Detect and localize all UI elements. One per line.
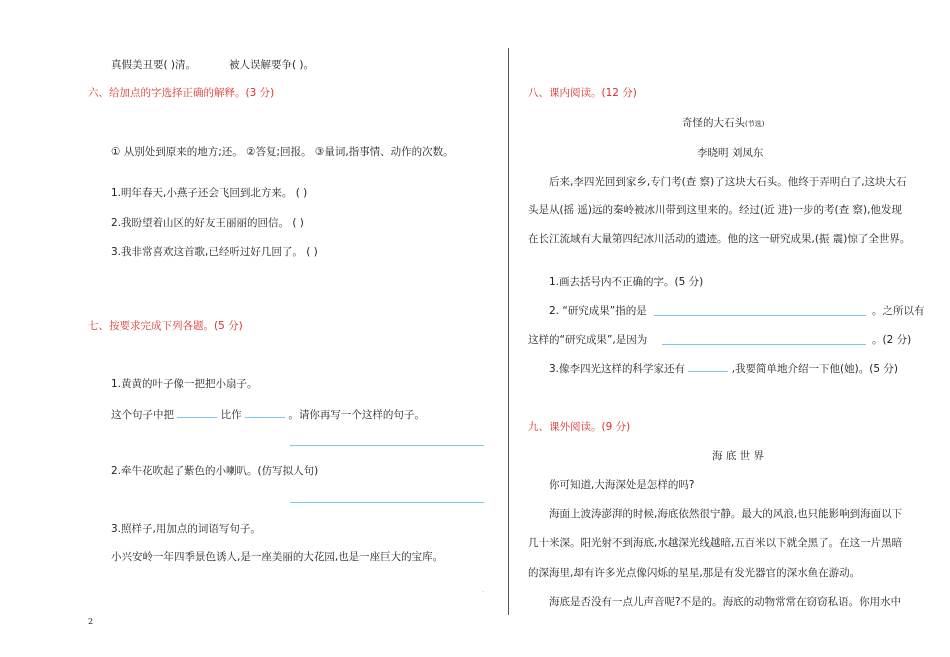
- passage-8-line-1: 后来,李四光回到家乡,专门考(查 察)了这块大石头。他终于弄明白了,这块大石: [549, 176, 907, 188]
- section-8-question-2-a: 2. “研究成果”指的是: [549, 305, 647, 317]
- passage-9-line-2: 海面上波涛澎湃的时候,海底依然很宁静。最大的风浪,也只能影响到海面以下: [549, 508, 903, 520]
- passage-8-title-text: 奇怪的大石头: [682, 117, 745, 129]
- fill-line-1b: 被人误解要争( )。: [229, 59, 315, 71]
- passage-8-title: [682, 116, 764, 131]
- section-8-heading: 八、课内阅读。(12 分): [528, 87, 637, 99]
- page-number: 2: [88, 617, 94, 626]
- section-7-question-3: 3.照样子,用加点的词语写句子。: [111, 523, 261, 535]
- section-7-heading: 七、按要求完成下列各题。(5 分): [88, 320, 243, 332]
- section-6-options: ① 从别处到原来的地方;还。 ②答复;回报。 ③量词,指事情、动作的次数。: [111, 146, 454, 158]
- answer-blank-2[interactable]: [245, 407, 285, 418]
- section-6-heading: 六、给加点的字选择正确的解释。(3 分): [88, 87, 275, 99]
- sub-text-a: 这个句子中把: [111, 409, 174, 421]
- passage-9-title: 海 底 世 界: [712, 450, 765, 462]
- passage-9-line-1: 你可知道,大海深处是怎样的吗?: [549, 479, 695, 491]
- answer-line-3[interactable]: [654, 315, 866, 316]
- sub-text-b: 比作: [220, 409, 242, 421]
- passage-9-line-5: 海底是否没有一点儿声音呢?不是的。海底的动物常常在窃窃私语。你用水中: [549, 596, 902, 608]
- section-7-question-1-sub: [111, 407, 425, 422]
- passage-9-line-4: 的深海里,却有许多光点像闪烁的星星,那是有发光器官的深水鱼在游动。: [528, 567, 861, 579]
- passage-8-authors: 李晓明 刘凤东: [697, 147, 764, 159]
- section-8-question-2-b: 。之所以有: [872, 305, 925, 317]
- section-8-question-1: 1.画去括号内不正确的字。(5 分): [549, 276, 704, 288]
- section-6-question-3: 3.我非常喜欢这首歌,已经听过好几回了。 ( ): [111, 246, 318, 258]
- answer-blank-3[interactable]: [688, 361, 728, 372]
- column-divider: [508, 48, 509, 615]
- section-8-question-2-c: 这样的“研究成果”,是因为: [528, 334, 648, 346]
- section-8-question-3: [549, 361, 898, 376]
- answer-line-1[interactable]: [290, 445, 484, 446]
- section-6-question-1: 1.明年春天,小燕子还会飞回到北方来。 ( ): [111, 187, 308, 199]
- section-9-heading: 九、课外阅读。(9 分): [528, 421, 631, 433]
- section-8-question-2-d: 。(2 分): [872, 334, 912, 346]
- section-6-question-2: 2.我盼望着山区的好友王丽丽的回信。 ( ): [111, 217, 304, 229]
- section-7-question-2: 2.牵牛花吹起了紫色的小喇叭。(仿写拟人句): [111, 465, 319, 477]
- passage-8-title-note: (节选): [745, 120, 765, 128]
- section-7-question-3-example: 小兴安岭一年四季景色诱人,是一座美丽的大花园,也是一座巨大的宝库。: [111, 551, 444, 563]
- answer-line-4[interactable]: [662, 344, 866, 345]
- passage-8-line-2: 头是从(摇 遥)远的秦岭被冰川带到这里来的。经过(近 进)一步的考(查 察),他发现: [528, 204, 902, 216]
- fill-line-1a: 真假美丑要( )清。: [111, 59, 197, 71]
- line-mark: .: [482, 586, 485, 594]
- q8-3-text-a: 3.像李四光这样的科学家还有: [549, 363, 686, 375]
- answer-line-2[interactable]: [290, 502, 484, 503]
- sub-text-c: 。请你再写一个这样的句子。: [288, 409, 425, 421]
- passage-8-line-3: 在长江流域有大量第四纪冰川活动的遗迹。他的这一研究成果,(振 震)惊了全世界。: [528, 233, 911, 245]
- q8-3-text-b: ,我要简单地介绍一下他(她)。(5 分): [731, 363, 898, 375]
- answer-blank-1[interactable]: [177, 407, 217, 418]
- section-7-question-1: 1.黄黄的叶子像一把把小扇子。: [111, 378, 258, 390]
- passage-9-line-3: 几十米深。阳光射不到海底,水越深光线越暗,五百米以下就全黑了。在这一片黑暗: [528, 537, 903, 549]
